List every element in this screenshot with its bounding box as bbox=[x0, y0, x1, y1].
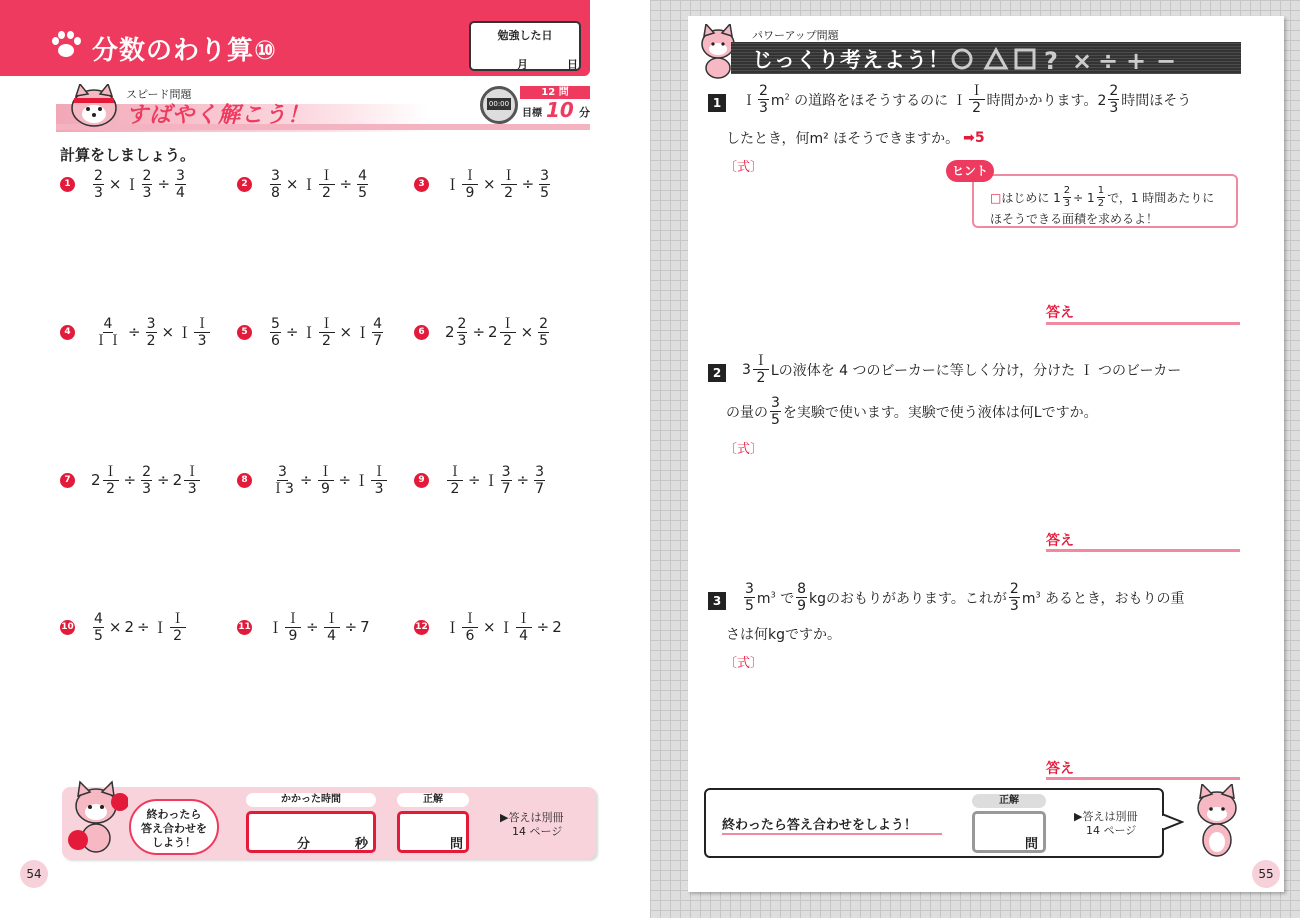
speed-title: すばやく解こう！ bbox=[126, 103, 311, 128]
formula-label-3: 〔式〕 bbox=[724, 656, 764, 671]
cheer-dog-icon bbox=[66, 780, 128, 860]
problem-number: 2 bbox=[237, 177, 252, 192]
correct-label-right: 正解 bbox=[972, 794, 1046, 808]
problem-expression: 2 $\frac{\text{Ｉ}}{2}$ ÷ $\frac{2}{3}$ ÷ 2 $\frac{\text{Ｉ}}{3}$ bbox=[91, 463, 200, 497]
correct-label: 正解 bbox=[397, 793, 469, 807]
problem-expression: $\frac{4}{\text{ＩＩ}}$ ÷ $\frac{3}{2}$ × Ｉ $\frac{\text{Ｉ}}{3}$ bbox=[94, 315, 210, 349]
problem-2[interactable] bbox=[237, 164, 370, 204]
answer-reference bbox=[500, 811, 563, 839]
question-2-line-2: の量の $\frac{3}{5}$ を実験で使います。実験で使う液体は何Lですか。 bbox=[726, 395, 1098, 428]
question-2-line-1: 3 $\frac{\text{Ｉ}}{2}$ Lの液体を 4 つのビーカーに等しく分け，分けた Ｉ つのビーカー bbox=[742, 353, 1182, 386]
hint-tag: ヒント bbox=[946, 160, 994, 182]
time-taken-label: かかった時間 bbox=[246, 793, 376, 807]
question-1-text: したとき，何m² ほそうできますか。 bbox=[726, 131, 960, 147]
seconds-unit: 秒 bbox=[355, 837, 369, 852]
question-3-line-2 bbox=[726, 624, 841, 644]
problem-number: 10 bbox=[60, 620, 75, 635]
answer-reference-right bbox=[1074, 810, 1137, 838]
problem-5[interactable] bbox=[237, 312, 385, 352]
page-number-left: 54 bbox=[20, 860, 48, 888]
problem-1[interactable] bbox=[60, 164, 188, 204]
answer-ref-line-1: ▶答えは別冊 bbox=[1074, 810, 1138, 823]
problem-9[interactable] bbox=[414, 460, 547, 500]
problem-number: 1 bbox=[60, 177, 75, 192]
svg-text:÷: ÷ bbox=[1098, 47, 1119, 74]
speed-label: スピード問題 bbox=[126, 88, 192, 101]
svg-text:×: × bbox=[1072, 47, 1093, 74]
problem-number: 5 bbox=[237, 325, 252, 340]
math-symbols-icon bbox=[950, 44, 1235, 74]
svg-text:?: ? bbox=[1044, 47, 1058, 74]
month-label: 月 bbox=[517, 58, 528, 71]
questions-unit: 問 bbox=[450, 837, 464, 852]
study-date-label: 勉強した日 bbox=[497, 29, 553, 42]
lesson-title: 分数のわり算⑩ bbox=[92, 36, 278, 66]
question-1-line-2 bbox=[726, 128, 985, 148]
answer-ref-line-2: 14 ページ bbox=[512, 825, 563, 838]
answer-label-2: 答え bbox=[1046, 533, 1074, 549]
problem-expression: $\frac{3}{8}$ × Ｉ $\frac{\text{Ｉ}}{2}$ ÷ $\frac{4}{5}$ bbox=[271, 167, 368, 201]
problem-expression: $\frac{5}{6}$ ÷ Ｉ $\frac{\text{Ｉ}}{2}$ × Ｉ $\frac{4}{7}$ bbox=[271, 315, 383, 349]
stopwatch-icon bbox=[480, 86, 518, 124]
problem-12[interactable] bbox=[414, 607, 562, 647]
svg-text:−: − bbox=[1156, 47, 1177, 74]
problem-expression: 2 $\frac{2}{3}$ ÷ 2 $\frac{\text{Ｉ}}{2}$ × $\frac{2}{5}$ bbox=[445, 315, 549, 349]
problem-number: 11 bbox=[237, 620, 252, 635]
problem-11[interactable] bbox=[237, 607, 370, 647]
formula-label-1: 〔式〕 bbox=[724, 160, 764, 175]
bubble-line-3: しよう！ bbox=[152, 836, 196, 849]
speech-tail-icon bbox=[1162, 812, 1184, 832]
formula-label-2: 〔式〕 bbox=[724, 442, 764, 457]
hint-text: □ はじめに 1 $\frac{2}{3}$ ÷ 1 $\frac{1}{2}$ で，1 時間あたりに ほそうできる面積を求めるよ！ bbox=[990, 186, 1214, 229]
problem-expression: Ｉ $\frac{\text{Ｉ}}{9}$ ÷ $\frac{\text{Ｉ}}{4}$ ÷ 7 bbox=[268, 610, 370, 644]
study-date-box[interactable] bbox=[469, 21, 581, 71]
finish-message: 終わったら答え合わせをしよう！ bbox=[722, 818, 917, 833]
page-number-right: 55 bbox=[1252, 860, 1280, 888]
correct-count-box-right[interactable] bbox=[972, 811, 1046, 853]
problem-number: 4 bbox=[60, 325, 75, 340]
answer-label-1: 答え bbox=[1046, 305, 1074, 321]
goal-value: 10 bbox=[546, 98, 574, 122]
svg-text:+: + bbox=[1126, 47, 1147, 74]
answer-ref-line-2: 14 ページ bbox=[1086, 824, 1137, 837]
problem-8[interactable] bbox=[237, 460, 389, 500]
day-label: 日 bbox=[567, 58, 578, 71]
problem-number: 9 bbox=[414, 473, 429, 488]
answer-line-1[interactable] bbox=[1046, 322, 1240, 325]
problem-expression: Ｉ $\frac{\text{Ｉ}}{9}$ × $\frac{\text{Ｉ}}{2}$ ÷ $\frac{3}{5}$ bbox=[445, 167, 550, 201]
problem-3[interactable] bbox=[414, 164, 552, 204]
time-taken-box[interactable] bbox=[246, 811, 376, 853]
answer-line-3[interactable] bbox=[1046, 777, 1240, 780]
problem-expression: Ｉ $\frac{\text{Ｉ}}{6}$ × Ｉ $\frac{\text{Ｉ}}{4}$ ÷ 2 bbox=[445, 610, 562, 644]
hint-line-2: ほそうできる面積を求めるよ！ bbox=[990, 212, 1159, 226]
goal-unit: 分 bbox=[579, 106, 590, 119]
minutes-unit: 分 bbox=[297, 837, 311, 852]
problem-expression: $\frac{4}{5}$ × 2 ÷ Ｉ $\frac{\text{Ｉ}}{2}$ bbox=[94, 610, 185, 644]
reference-arrow[interactable]: ➡5 bbox=[963, 130, 985, 146]
problem-number: 12 bbox=[414, 620, 429, 635]
power-up-title: じっくり考えよう！ bbox=[752, 48, 950, 72]
problem-10[interactable] bbox=[60, 607, 188, 647]
finish-bubble bbox=[129, 799, 219, 855]
instruction: 計算をしましょう。 bbox=[60, 146, 196, 164]
problem-6[interactable] bbox=[414, 312, 551, 352]
correct-count-box[interactable] bbox=[397, 811, 469, 853]
question-2-number: 2 bbox=[708, 364, 726, 382]
questions-unit-right: 問 bbox=[1025, 837, 1039, 852]
problem-number: 7 bbox=[60, 473, 75, 488]
finish-underline bbox=[722, 833, 942, 835]
power-up-label: パワーアップ問題 bbox=[752, 29, 839, 42]
problem-7[interactable] bbox=[60, 460, 202, 500]
answer-ref-line-1: ▶答えは別冊 bbox=[500, 811, 564, 824]
question-2-text-1: Lの液体を 4 つのビーカーに等しく分け，分けた Ｉ つのビーカー bbox=[770, 362, 1182, 379]
problem-expression: $\frac{2}{3}$ × Ｉ $\frac{2}{3}$ ÷ $\frac{3}{4}$ bbox=[94, 167, 185, 201]
dog-mascot-icon bbox=[1192, 784, 1242, 860]
dog-mascot-icon bbox=[62, 84, 122, 134]
problem-4[interactable] bbox=[60, 312, 212, 352]
goal-label: 目標 bbox=[522, 108, 542, 119]
question-2-text-2: を実験で使います。実験で使う液体は何Lですか。 bbox=[782, 404, 1098, 421]
question-1-number: 1 bbox=[708, 94, 726, 112]
problem-number: 6 bbox=[414, 325, 429, 340]
problem-expression: $\frac{3}{\text{Ｉ3}}$ ÷ $\frac{\text{Ｉ}}{9}$ ÷ Ｉ $\frac{\text{Ｉ}}{3}$ bbox=[271, 463, 387, 497]
problem-number: 8 bbox=[237, 473, 252, 488]
question-3-number: 3 bbox=[708, 592, 726, 610]
problem-expression: $\frac{\text{Ｉ}}{2}$ ÷ Ｉ $\frac{3}{7}$ ÷ $\frac{3}{7}$ bbox=[448, 463, 545, 497]
answer-line-2[interactable] bbox=[1046, 549, 1240, 552]
question-3-line-1: $\frac{3}{5}$ $m^3$ で $\frac{8}{9}$ kgのおもりがあります。これが $\frac{2}{3}$ $m^3$ あるとき，おもりの重 bbox=[745, 581, 1185, 614]
question-count: 12 問 bbox=[520, 86, 590, 99]
stopwatch-face: 00:00 bbox=[488, 100, 510, 108]
question-1-line-1: Ｉ $\frac{2}{3}$ $m^2$ の道路をほそうするのに Ｉ $\frac{\text{Ｉ}}{2}$ 時間かかります。2 $\frac{2}{3}$ 時間ほそう bbox=[742, 83, 1192, 116]
bubble-line-2: 答え合わせを bbox=[141, 822, 207, 835]
question-3-text: さは何kgですか。 bbox=[726, 627, 841, 643]
bubble-line-1: 終わったら bbox=[146, 808, 202, 821]
problem-number: 3 bbox=[414, 177, 429, 192]
answer-label-3: 答え bbox=[1046, 761, 1074, 777]
